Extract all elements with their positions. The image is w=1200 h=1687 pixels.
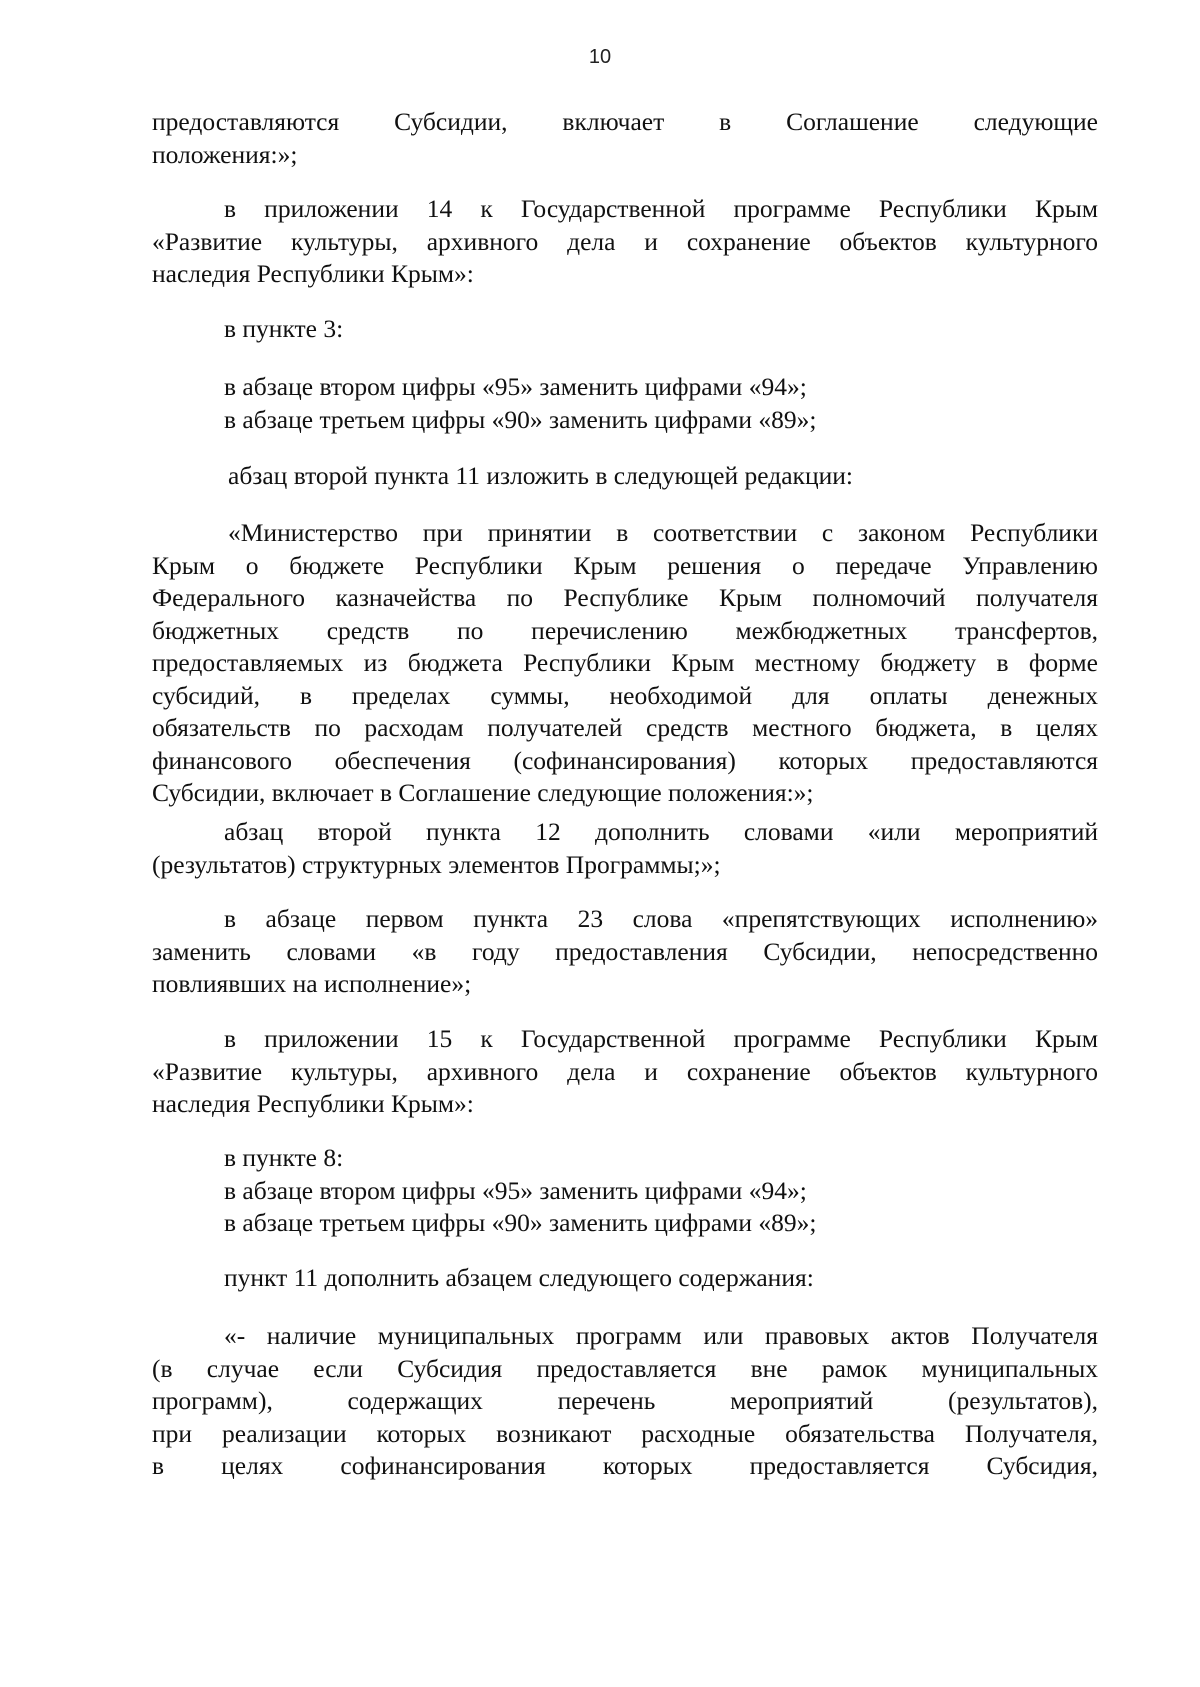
text-line: повлиявших на исполнение»; — [152, 969, 472, 998]
text-line: (в случае если Субсидия предоставляется вне рамок муниципальных — [152, 1353, 1098, 1383]
text-line: абзац второй пункта 11 изложить в следующей редакции: — [228, 461, 853, 490]
paragraph-appendix-14 — [152, 193, 1098, 291]
text-line: пункт 11 дополнить абзацем следующего содержания: — [224, 1263, 814, 1292]
text-line: при реализации которых возникают расходные обязательства Получателя, — [152, 1418, 1098, 1448]
text-line: Федерального казначейства по Республике Крым полномочий получателя — [152, 583, 1098, 612]
text-line: в приложении 15 к Государственной программе Республики Крым — [224, 1024, 1098, 1053]
paragraph-appendix-15 — [152, 1023, 1098, 1121]
text-line: в абзаце втором цифры «95» заменить цифрами «94»; — [224, 1175, 807, 1205]
paragraph-ministry-quote — [152, 517, 1098, 810]
paragraph-point-8 — [152, 1142, 1098, 1240]
text-line: «Развитие культуры, архивного дела и сохранение объектов культурного — [152, 1056, 1098, 1086]
text-line: в целях софинансирования которых предоставляется Субсидия, — [152, 1451, 1098, 1480]
paragraph-municipal-programs — [152, 1320, 1098, 1483]
text-line: «Министерство при принятии в соответствии с законом Республики — [228, 518, 1098, 547]
text-line: абзац второй пункта 12 дополнить словами «или мероприятий — [224, 817, 1098, 846]
text-line: Субсидии, включает в Соглашение следующие положения:»; — [152, 778, 814, 807]
text-line: обязательств по расходам получателей средств местного бюджета, в целях — [152, 713, 1098, 742]
paragraph-point-3-changes — [152, 371, 1098, 436]
paragraph-point-23 — [152, 903, 1098, 1001]
paragraph-point-12 — [152, 816, 1098, 881]
text-line: положения:»; — [152, 139, 298, 169]
paragraph-point-11-intro — [152, 460, 1098, 493]
text-line: заменить словами «в году предоставления Субсидии, непосредственно — [152, 936, 1098, 966]
text-line: в пункте 8: — [224, 1143, 344, 1172]
text-line: «- наличие муниципальных программ или правовых актов Получателя — [224, 1321, 1098, 1350]
text-line: (результатов) структурных элементов Программы;»; — [152, 849, 721, 879]
text-line: в абзаце первом пункта 23 слова «препятствующих исполнению» — [224, 904, 1098, 933]
text-line: наследия Республики Крым»: — [152, 259, 474, 288]
text-line: наследия Республики Крым»: — [152, 1089, 474, 1118]
text-line: в абзаце втором цифры «95» заменить цифрами «94»; — [224, 372, 807, 401]
paragraph-point-11-addition — [152, 1262, 1098, 1295]
text-line: программ), содержащих перечень мероприятий (результатов), — [152, 1386, 1098, 1415]
text-line: субсидий, в пределах суммы, необходимой для оплаты денежных — [152, 680, 1098, 710]
text-line: Крым о бюджете Республики Крым решения о передаче Управлению — [152, 550, 1098, 580]
text-line: предоставляются Субсидии, включает в Соглашение следующие — [152, 107, 1098, 136]
paragraph-point-3 — [152, 313, 1098, 346]
text-line: «Развитие культуры, архивного дела и сохранение объектов культурного — [152, 226, 1098, 256]
text-line: в абзаце третьем цифры «90» заменить цифрами «89»; — [224, 1208, 817, 1237]
text-line: в абзаце третьем цифры «90» заменить цифрами «89»; — [224, 404, 817, 434]
paragraph-continuation — [152, 106, 1098, 171]
text-line: в пункте 3: — [224, 314, 344, 343]
text-line: предоставляемых из бюджета Республики Крым местному бюджету в форме — [152, 648, 1098, 677]
text-line: бюджетных средств по перечислению межбюджетных трансфертов, — [152, 615, 1098, 645]
page-number: 10 — [588, 46, 612, 68]
text-line: финансового обеспечения (софинансирования) которых предоставляются — [152, 745, 1098, 775]
text-line: в приложении 14 к Государственной программе Республики Крым — [224, 194, 1098, 223]
